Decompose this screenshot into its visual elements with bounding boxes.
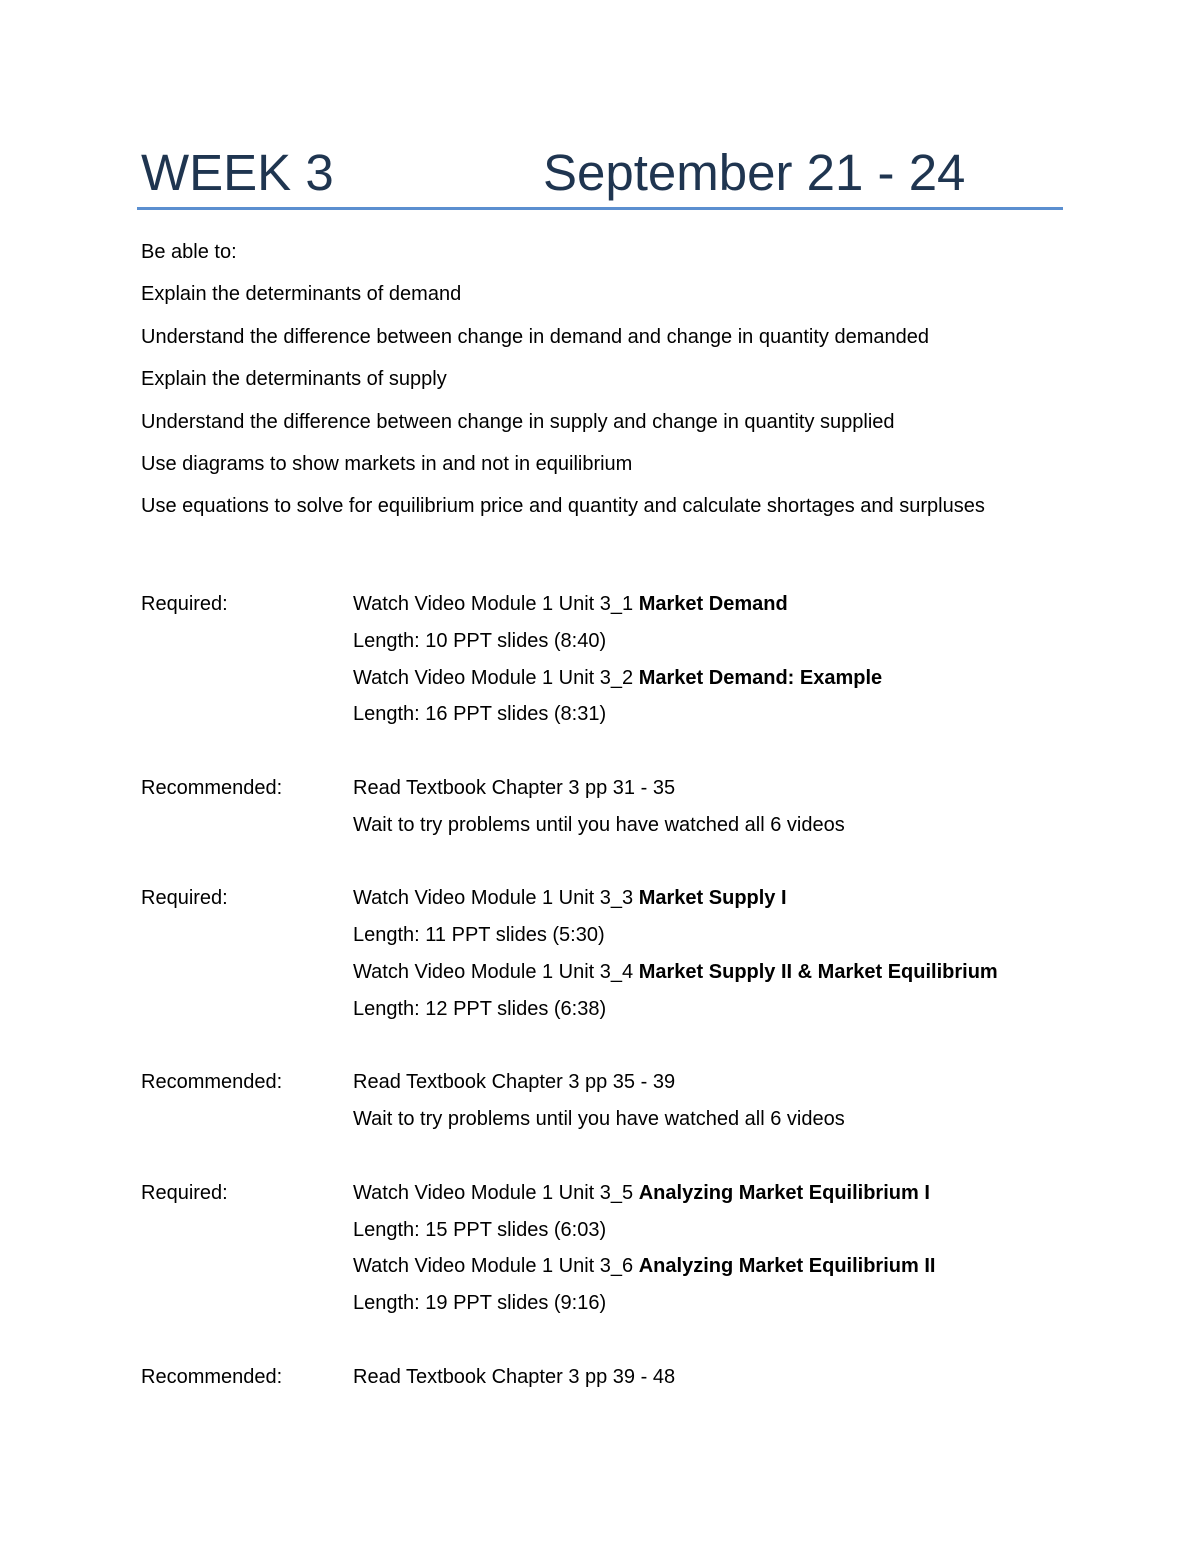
objectives-intro: Be able to:	[141, 241, 237, 263]
video-title: Market Supply I	[638, 887, 787, 910]
assignment-section	[141, 774, 1081, 848]
assignment-schedule	[141, 590, 1081, 1400]
section-line	[353, 1216, 1081, 1253]
page-title	[141, 142, 1061, 204]
objective-item: Understand the difference between change in supply and change in quantity supplied	[141, 410, 895, 433]
section-line	[353, 921, 1081, 958]
section-line	[353, 1363, 1081, 1400]
line-text: Wait to try problems until you have watched all 6 videos	[353, 813, 845, 836]
section-label: Recommended:	[141, 776, 283, 799]
section-line	[353, 774, 1081, 811]
assignment-section	[141, 590, 1081, 737]
video-title: Analyzing Market Equilibrium II	[638, 1255, 936, 1278]
section-line	[353, 1252, 1081, 1289]
section-line	[353, 958, 1081, 995]
assignment-section	[141, 1363, 1081, 1400]
objective-item: Use equations to solve for equilibrium price and quantity and calculate shortages and surpluses	[141, 495, 985, 518]
section-line	[353, 700, 1081, 737]
objective-item: Explain the determinants of supply	[141, 368, 447, 391]
section-label: Required:	[141, 1181, 228, 1204]
line-text: Length: 15 PPT slides (6:03)	[353, 1218, 607, 1241]
section-line	[353, 664, 1081, 701]
section-label: Recommended:	[141, 1365, 283, 1388]
section-label: Recommended:	[141, 1071, 283, 1094]
section-label: Required:	[141, 593, 228, 615]
video-title: Market Demand	[638, 593, 788, 615]
line-text: Length: 10 PPT slides (8:40)	[353, 629, 607, 652]
objective-item: Use diagrams to show markets in and not in equilibrium	[141, 452, 633, 475]
line-text: Length: 19 PPT slides (9:16)	[353, 1292, 607, 1315]
section-line	[353, 995, 1081, 1032]
week-heading: WEEK 3	[141, 144, 334, 201]
section-line	[353, 811, 1081, 848]
assignment-section	[141, 1179, 1081, 1326]
line-text: Watch Video Module 1 Unit 3_4	[353, 960, 639, 983]
section-line	[353, 1105, 1081, 1142]
section-line	[353, 884, 1081, 921]
section-line	[353, 1179, 1081, 1216]
video-title: Analyzing Market Equilibrium I	[638, 1181, 930, 1204]
objective-item: Understand the difference between change in demand and change in quantity demanded	[141, 325, 929, 348]
section-line	[353, 1068, 1081, 1105]
line-text: Length: 11 PPT slides (5:30)	[353, 924, 605, 947]
line-text: Watch Video Module 1 Unit 3_6	[353, 1255, 639, 1278]
section-line	[353, 627, 1081, 664]
section-line	[353, 1289, 1081, 1326]
title-underline-rule	[137, 207, 1063, 210]
objective-item: Explain the determinants of demand	[141, 283, 462, 306]
line-text: Read Textbook Chapter 3 pp 35 - 39	[353, 1071, 676, 1094]
video-title: Market Demand: Example	[638, 666, 883, 689]
assignment-section	[141, 1068, 1081, 1142]
line-text: Wait to try problems until you have watched all 6 videos	[353, 1108, 845, 1131]
line-text: Watch Video Module 1 Unit 3_3	[353, 887, 639, 910]
section-label: Required:	[141, 887, 228, 910]
line-text: Length: 16 PPT slides (8:31)	[353, 703, 607, 726]
section-line	[353, 590, 1081, 627]
line-text: Length: 12 PPT slides (6:38)	[353, 997, 607, 1020]
line-text: Watch Video Module 1 Unit 3_5	[353, 1181, 639, 1204]
line-text: Watch Video Module 1 Unit 3_2	[353, 666, 639, 689]
learning-objectives	[141, 240, 1081, 537]
line-text: Read Textbook Chapter 3 pp 31 - 35	[353, 776, 676, 799]
line-text: Read Textbook Chapter 3 pp 39 - 48	[353, 1365, 676, 1388]
date-range-heading: September 21 - 24	[543, 144, 966, 201]
video-title: Market Supply II & Market Equilibrium	[638, 960, 998, 983]
line-text: Watch Video Module 1 Unit 3_1	[353, 593, 639, 615]
assignment-section	[141, 884, 1081, 1031]
